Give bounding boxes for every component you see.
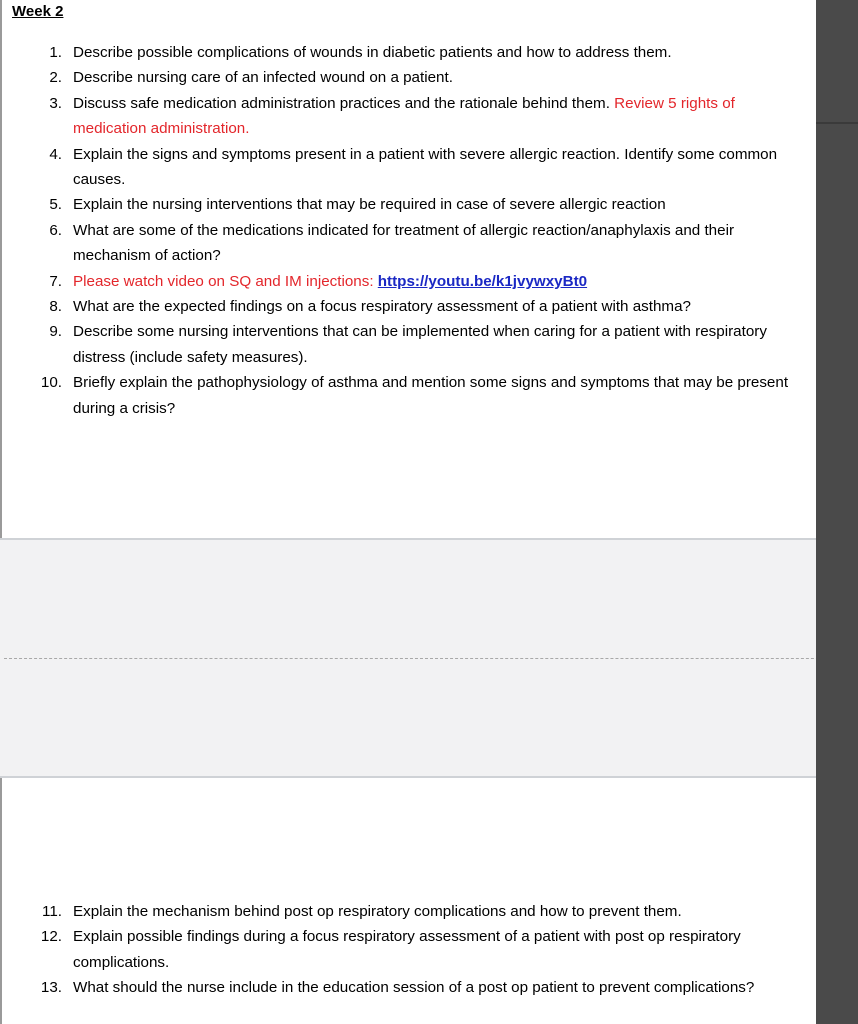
question-item	[2, 218, 792, 269]
question-item	[2, 192, 792, 217]
question-number: 9.	[49, 323, 62, 341]
viewer-side-panel	[816, 0, 858, 1024]
question-number: 3.	[49, 94, 62, 112]
question-number: 2.	[49, 69, 62, 87]
question-number: 5.	[49, 196, 62, 214]
question-text: Discuss safe medication administration practices and the rationale behind them.	[73, 94, 610, 112]
page-heading: Week 2	[12, 3, 64, 20]
question-number: 7.	[49, 272, 62, 290]
question-number: 1.	[49, 44, 62, 61]
question-item	[2, 370, 792, 421]
question-item	[2, 975, 792, 1000]
question-number: 13.	[40, 979, 62, 997]
question-text: What should the nurse include in the education session of a post op patient to prevent complications?	[73, 979, 755, 997]
question-number: 6.	[49, 221, 62, 239]
question-text: Describe possible complications of wounds in diabetic patients and how to address them.	[73, 44, 672, 61]
question-item	[2, 924, 792, 975]
question-text: What are some of the medications indicated for treatment of allergic reaction/anaphylaxis and their mechanism of action?	[73, 221, 735, 265]
question-item	[2, 319, 792, 370]
question-number: 12.	[40, 928, 62, 946]
question-number: 4.	[49, 145, 62, 163]
highlighted-instruction: Review 5 rights of medication administration.	[73, 94, 735, 138]
question-text: Describe some nursing interventions that can be implemented when caring for a patient with respiratory distress (include safety measures).	[73, 323, 767, 366]
question-item	[2, 294, 792, 319]
question-number: 10.	[40, 374, 62, 392]
question-item	[2, 899, 792, 924]
question-text: Describe nursing care of an infected wound on a patient.	[73, 69, 453, 87]
question-text: Explain the mechanism behind post op respiratory complications and how to prevent them.	[73, 903, 682, 920]
question-item	[2, 91, 792, 142]
question-text: Briefly explain the pathophysiology of asthma and mention some signs and symptoms that may be present during a crisis?	[73, 374, 789, 417]
question-text: Explain possible findings during a focus respiratory assessment of a patient with post op respiratory complications.	[73, 928, 741, 971]
page-2	[0, 778, 816, 1024]
question-number: 8.	[49, 298, 62, 316]
question-item	[2, 40, 792, 65]
side-panel-divider	[816, 122, 858, 124]
page-break-line	[4, 658, 854, 659]
question-list-page-1	[2, 40, 792, 421]
question-item	[2, 269, 792, 294]
question-list-page-2	[2, 899, 792, 1001]
question-item	[2, 65, 792, 90]
question-text: Explain the signs and symptoms present in a patient with severe allergic reaction. Identify some common causes.	[73, 145, 778, 189]
video-instruction: Please watch video on SQ and IM injections:	[73, 272, 374, 290]
question-text: What are the expected findings on a focus respiratory assessment of a patient with asthma?	[73, 298, 691, 316]
page-1	[0, 0, 816, 538]
question-number: 11.	[42, 903, 62, 920]
video-link[interactable]: https://youtu.be/k1jvywxyBt0	[377, 272, 588, 290]
page-separator	[0, 538, 816, 778]
question-text: Explain the nursing interventions that may be required in case of severe allergic reaction	[73, 196, 666, 214]
question-item	[2, 142, 792, 193]
